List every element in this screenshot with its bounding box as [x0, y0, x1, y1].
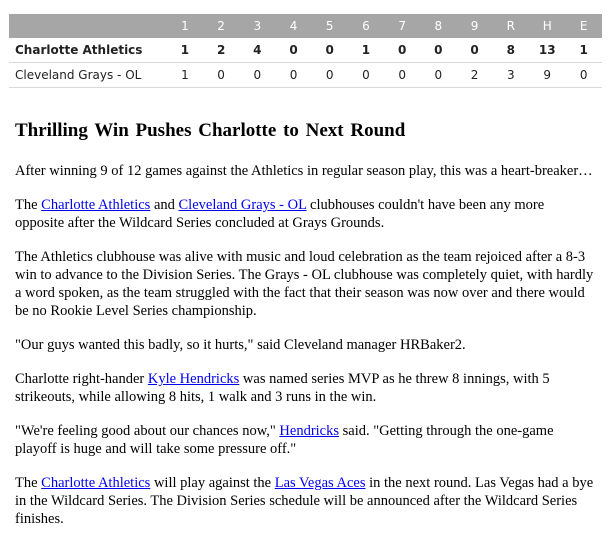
paragraph-text: "We're feeling good about our chances now," — [15, 423, 280, 439]
charlotte-athletics-link[interactable]: Charlotte Athletics — [41, 197, 151, 213]
article-title: Thrilling Win Pushes Charlotte to Next Round — [15, 120, 406, 141]
box-score-table — [9, 14, 602, 88]
inning-score: 1 — [180, 43, 190, 57]
inning-score: 0 — [398, 68, 406, 82]
hendricks-link[interactable]: Hendricks — [279, 423, 339, 439]
inning-score: 4 — [253, 43, 262, 57]
team-name: Cleveland Grays - OL — [15, 68, 142, 82]
inning-score: 0 — [217, 68, 225, 82]
article-paragraph — [15, 474, 595, 528]
charlotte-athletics-link[interactable]: Charlotte Athletics — [41, 475, 151, 491]
inning-score: 1 — [361, 43, 371, 57]
paragraph-text: and — [150, 197, 179, 213]
inning-header: 9 — [456, 14, 492, 38]
inning-header: 7 — [384, 14, 420, 38]
inning-score: 2 — [216, 43, 226, 57]
errors-total: 0 — [579, 68, 588, 82]
inning-header: 8 — [420, 14, 456, 38]
hits-header: H — [529, 14, 565, 38]
article-paragraph — [15, 196, 595, 232]
article-paragraph: "Our guys wanted this badly, so it hurts," said Cleveland manager HRBaker2. — [15, 337, 466, 353]
hits-total: 9 — [543, 68, 552, 82]
inning-header: 5 — [312, 14, 348, 38]
paragraph-text: The — [15, 197, 42, 213]
inning-score: 1 — [181, 68, 189, 82]
inning-score: 0 — [325, 43, 334, 57]
article-paragraph — [15, 370, 595, 406]
box-score-header-row — [9, 14, 602, 38]
paragraph-text: in the next round. Las Vegas had a bye in the Wildcard Series. The Division Series schedule will be announced after the Wildcard Series finishes. — [15, 475, 594, 527]
article-paragraph: After winning 9 of 12 games against the Athletics in regular season play, this was a heart-breaker… — [15, 163, 593, 179]
article-paragraph: The Athletics clubhouse was alive with music and loud celebration as the team rejoiced after a 8-3 win to advance to the Division Series. The Grays - OL clubhouse was completely quiet, with hardly a word spoken, as the team struggled with the fact that their season was now over and there would be no Rookie Level Series championship. — [15, 249, 594, 319]
runs-total: 8 — [506, 43, 516, 57]
paragraph-text: The — [15, 475, 42, 491]
box-score-row-charlotte — [9, 38, 602, 63]
inning-score: 0 — [289, 43, 298, 57]
box-score-row-cleveland — [9, 63, 602, 88]
inning-header: 6 — [348, 14, 384, 38]
errors-total: 1 — [579, 43, 588, 57]
inning-score: 0 — [289, 68, 298, 82]
article — [15, 118, 595, 544]
inning-score: 0 — [325, 68, 334, 82]
runs-total: 3 — [507, 68, 515, 82]
runs-header: R — [493, 14, 529, 38]
team-name: Charlotte Athletics — [15, 43, 143, 57]
paragraph-text: Charlotte right-hander — [15, 371, 148, 387]
hits-total: 13 — [538, 43, 556, 57]
paragraph-text: will play against the — [150, 475, 275, 491]
inning-header: 1 — [167, 14, 203, 38]
errors-header: E — [565, 14, 602, 38]
inning-score: 0 — [470, 43, 479, 57]
inning-score: 0 — [434, 68, 443, 82]
inning-score: 2 — [470, 68, 479, 82]
inning-header: 3 — [239, 14, 275, 38]
team-column-header — [9, 14, 167, 38]
paragraph-text: said. "Getting through the one-game playoff is huge and will take some pressure off." — [15, 423, 554, 457]
inning-score: 0 — [253, 68, 262, 82]
inning-header: 4 — [275, 14, 311, 38]
inning-header: 2 — [203, 14, 239, 38]
inning-score: 0 — [434, 43, 443, 57]
inning-score: 0 — [397, 43, 407, 57]
paragraph-text: clubhouses couldn't have been any more opposite after the Wildcard Series concluded at Grays Grounds. — [15, 197, 545, 231]
kyle-hendricks-link[interactable]: Kyle Hendricks — [147, 371, 240, 387]
paragraph-text: was named series MVP as he threw 8 innings, with 5 strikeouts, while allowing 8 hits, 1 walk and 3 runs in the win. — [15, 371, 550, 405]
las-vegas-aces-link[interactable]: Las Vegas Aces — [274, 475, 366, 491]
inning-score: 0 — [362, 68, 370, 82]
cleveland-grays-link[interactable]: Cleveland Grays - OL — [178, 197, 307, 213]
article-paragraph — [15, 422, 595, 458]
